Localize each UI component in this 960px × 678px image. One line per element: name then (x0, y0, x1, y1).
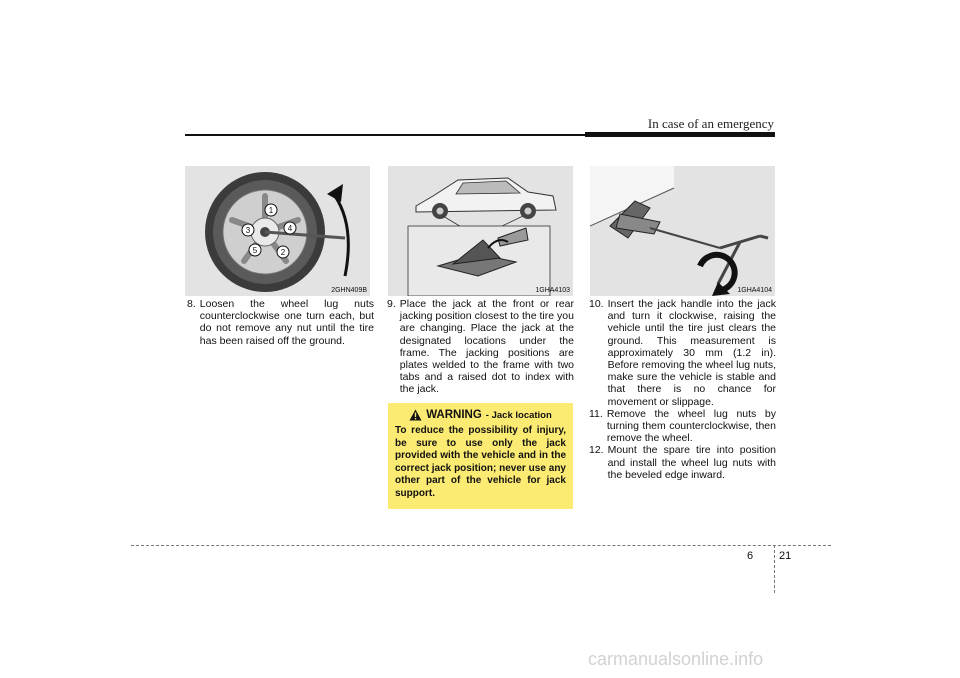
footer-divider (774, 545, 775, 593)
step-text: Place the jack at the front or rear jacking position closest to the tire you are changing. Place the jack at the designated locations under the frame. The jacking positions are plates welded to the frame with two tabs and a raised dot to index with the jack. (399, 298, 574, 396)
step-text: Mount the spare tire into position and install the wheel lug nuts with the beveled edge inward. (607, 444, 776, 481)
step-item (589, 444, 776, 481)
step-number: 8. (187, 298, 196, 310)
step-item (589, 408, 776, 445)
step-text: Remove the wheel lug nuts by turning them counterclockwise, then remove the wheel. (606, 407, 776, 445)
lug-number-1: 1 (268, 206, 274, 215)
warning-header (395, 409, 566, 421)
warning-title: WARNING (426, 409, 482, 421)
step-text: Insert the jack handle into the jack and turn it clockwise, raising the vehicle until the tire just clears the ground. This measurement is approximately 30 mm (1.2 in). Before removing the wheel lug nuts, make sure the vehicle is stable and that there is no chance for movement or slippage. (607, 298, 776, 408)
lug-number-4: 4 (287, 224, 293, 233)
step-number: 10. (589, 298, 604, 310)
watermark: carmanualsonline.info (588, 649, 764, 669)
footer-rule (131, 545, 831, 546)
warning-body: To reduce the possibility of injury, be sure to use only the jack provided with the vehicle and in the correct jack position; never use any other part of the vehicle for jack support. (395, 425, 566, 499)
figure-jack-handle (590, 166, 775, 296)
figure-code: 1GHA4103 (535, 287, 570, 294)
figure-code: 1GHA4104 (737, 287, 772, 294)
step-item (387, 298, 574, 396)
step-number: 11. (589, 407, 603, 420)
figure-wheel (185, 166, 370, 296)
step-item (589, 298, 776, 408)
instructions-left (187, 298, 374, 347)
page-number: 21 (779, 550, 792, 562)
step-number: 12. (589, 444, 604, 457)
lug-number-2: 2 (280, 248, 286, 257)
step-item (187, 298, 374, 347)
figure-jack-location (388, 166, 573, 296)
jack-handle-illustration (590, 166, 775, 296)
instructions-right (589, 298, 776, 481)
warning-subtitle: - Jack location (485, 409, 552, 421)
car-jack-illustration (388, 166, 573, 296)
warning-box (388, 403, 573, 509)
chapter-number: 6 (747, 550, 754, 562)
lug-number-5: 5 (252, 246, 258, 255)
lug-number-3: 3 (245, 226, 251, 235)
step-number: 9. (387, 298, 396, 310)
instructions-middle (387, 298, 574, 396)
section-title: In case of an emergency (647, 116, 774, 131)
header-rule-accent (585, 132, 775, 137)
step-text: Loosen the wheel lug nuts counterclockwise one turn each, but do not remove any nut until the tire has been raised off the ground. (199, 298, 374, 347)
figure-code: 2GHN409B (331, 287, 367, 294)
warning-triangle-icon (409, 409, 422, 421)
wheel-illustration (185, 166, 370, 296)
